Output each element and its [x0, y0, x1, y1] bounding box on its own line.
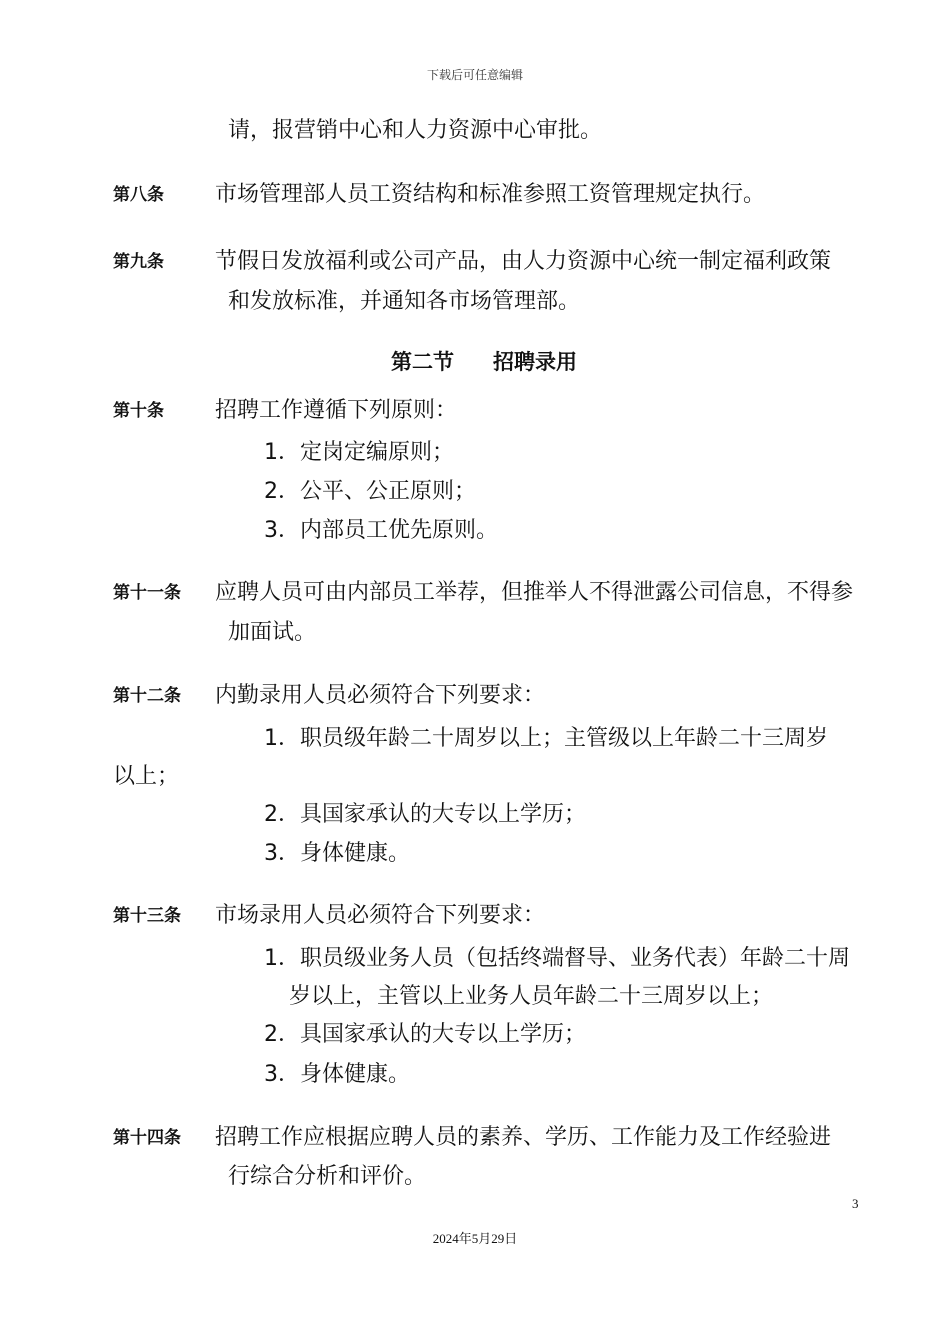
list-item: 2．公平、公正原则；	[264, 479, 476, 504]
list-item: 1．职员级年龄二十周岁以上；主管级以上年龄二十三周岁	[264, 726, 828, 751]
page-header-note: 下载后可任意编辑	[426, 68, 523, 82]
article-text: 节假日发放福利或公司产品，由人力资源中心统一制定福利政策	[215, 249, 832, 274]
article-label: 第十四条	[113, 1128, 181, 1148]
article-text: 加面试。	[228, 620, 317, 645]
article-label: 第八条	[113, 185, 164, 205]
footer-date: 2024年5月29日	[432, 1231, 518, 1246]
article-label: 第十条	[113, 401, 164, 421]
section-title: 招聘录用	[493, 350, 577, 374]
list-item: 3．内部员工优先原则。	[264, 518, 498, 543]
page-number: 3	[852, 1196, 859, 1211]
list-item: 2．具国家承认的大专以上学历；	[264, 1022, 586, 1047]
section-number: 第二节	[391, 350, 454, 374]
list-item-continuation: 岁以上，主管以上业务人员年龄二十三周岁以上；	[289, 984, 774, 1009]
article-label: 第十二条	[113, 686, 181, 706]
article-label: 第九条	[113, 252, 164, 272]
article-text: 招聘工作应根据应聘人员的素养、学历、工作能力及工作经验进	[215, 1125, 832, 1150]
list-item: 3．身体健康。	[264, 841, 410, 866]
article-text: 行综合分析和评价。	[228, 1164, 427, 1189]
article-text: 市场录用人员必须符合下列要求：	[215, 903, 546, 928]
list-item: 3．身体健康。	[264, 1062, 410, 1087]
article-text: 内勤录用人员必须符合下列要求：	[215, 683, 546, 708]
article-text: 和发放标准，并通知各市场管理部。	[228, 289, 581, 314]
list-item-continuation: 以上；	[113, 764, 180, 789]
list-item: 1．定岗定编原则；	[264, 440, 454, 465]
article-label: 第十一条	[113, 583, 181, 603]
article-label: 第十三条	[113, 906, 181, 926]
article-text: 市场管理部人员工资结构和标准参照工资管理规定执行。	[215, 182, 766, 207]
list-item: 2．具国家承认的大专以上学历；	[264, 802, 586, 827]
article-text: 招聘工作遵循下列原则：	[215, 398, 458, 423]
article-text: 应聘人员可由内部员工举荐，但推举人不得泄露公司信息，不得参	[215, 580, 854, 605]
list-item: 1．职员级业务人员（包括终端督导、业务代表）年龄二十周	[264, 946, 850, 971]
paragraph-line: 请，报营销中心和人力资源中心审批。	[228, 118, 603, 143]
